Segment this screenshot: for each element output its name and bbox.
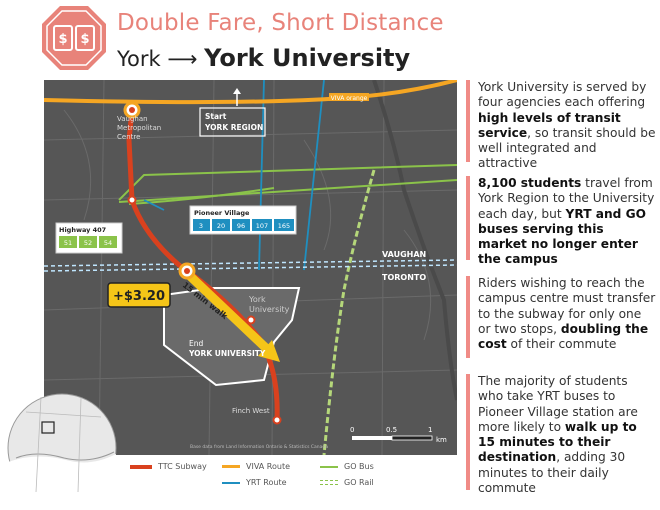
fare-logo-icon — [40, 4, 108, 72]
vmc-label-1: Vaughan — [117, 115, 148, 123]
highway-407-label: Highway 407 — [59, 226, 107, 234]
legend-label: TTC Subway — [158, 462, 207, 471]
pioneer-village-label: Pioneer Village — [194, 209, 250, 217]
svg-text:$: $ — [58, 32, 68, 47]
viva-label: VIVA orange — [330, 95, 368, 102]
card-bold: high levels of transit service — [478, 110, 621, 140]
end-label-2: YORK UNIVERSITY — [189, 349, 266, 358]
card-bold: doubling the cost — [478, 321, 649, 352]
pv-route-badges — [193, 219, 294, 231]
route-badge: 165 — [277, 222, 291, 230]
hwy407-route-badges — [59, 236, 117, 248]
finch-west-station — [274, 417, 281, 424]
legend-ttc — [130, 462, 207, 471]
origin-label: York — [117, 47, 161, 71]
info-card-1 — [466, 80, 656, 171]
route-badge: 3 — [198, 222, 204, 230]
legend-label: GO Rail — [344, 478, 374, 487]
legend-viva — [222, 462, 290, 471]
card-text: of their commute — [506, 337, 617, 352]
card-text: , adding 30 minutes to their daily commute — [478, 450, 626, 496]
card-text: Riders wishing to reach the campus centre must transfer to the subway for only one or two stops, — [478, 276, 656, 336]
york-university-station — [248, 317, 255, 324]
legend-gorail — [320, 478, 374, 487]
route-badge: 107 — [255, 222, 269, 230]
route-badge: 54 — [103, 239, 113, 247]
svg-text:$: $ — [80, 32, 90, 47]
card-text: , so transit should be well integrated and attractive — [478, 125, 656, 171]
finch-west-label: Finch West — [232, 407, 270, 415]
page-subtitle — [117, 44, 410, 72]
yrt-swatch — [222, 482, 240, 484]
info-card-3 — [466, 276, 656, 358]
inset-locator-map — [6, 392, 118, 504]
card-text: York University is served by four agencies each offering — [478, 80, 647, 110]
arrow-icon: ⟶ — [167, 47, 198, 71]
legend-yrt — [222, 478, 287, 487]
info-card-4 — [466, 374, 656, 496]
toronto-label: TORONTO — [382, 273, 427, 282]
card-text: The majority of students who take YRT buses to Pioneer Village station are more likely to — [478, 374, 638, 434]
scale-label: 0 — [350, 426, 355, 434]
campus-label-2: University — [249, 305, 290, 314]
route-badge: 52 — [83, 239, 93, 247]
destination-label: York University — [204, 44, 411, 72]
end-label-1: End — [189, 339, 204, 348]
card-bold: YRT and GO buses serving this market no longer enter the campus — [478, 206, 646, 267]
route-badge: 20 — [216, 222, 226, 230]
map-legend — [130, 460, 460, 500]
legend-gobus — [320, 462, 374, 471]
page-title: Double Fare, Short Distance — [117, 10, 444, 36]
walk-label: 15 min walk — [180, 280, 230, 322]
info-card-2 — [466, 176, 656, 267]
campus-label-1: York — [249, 295, 266, 304]
scale-unit: km — [436, 436, 447, 444]
route-badge: 96 — [236, 222, 246, 230]
vmc-label-3: Centre — [117, 133, 141, 141]
highway-407-station — [129, 197, 136, 204]
legend-label: GO Bus — [344, 462, 374, 471]
vmc-label-2: Metropolitan — [117, 124, 162, 132]
fare-label: +$3.20 — [112, 289, 166, 304]
card-text: travel from York Region to the University each day, but — [478, 176, 655, 221]
card-bold: walk up to 15 minutes to their destination — [478, 419, 637, 465]
map-credit: Base data from Land Information Ontario & Statistics Canada — [189, 445, 329, 450]
route-badge: 51 — [63, 239, 73, 247]
legend-label: VIVA Route — [246, 462, 291, 471]
vaughan-label: VAUGHAN — [382, 250, 427, 259]
scale-label: 1 — [428, 426, 433, 434]
legend-label: YRT Route — [246, 478, 287, 487]
ttc-swatch — [130, 465, 152, 469]
card-bold: 8,100 students — [478, 176, 582, 190]
start-label-1: Start — [205, 112, 227, 121]
start-label-2: YORK REGION — [205, 123, 264, 132]
scale-label: 0.5 — [386, 426, 398, 434]
viva-swatch — [222, 465, 240, 468]
gobus-swatch — [320, 466, 338, 468]
gorail-swatch — [320, 480, 338, 485]
